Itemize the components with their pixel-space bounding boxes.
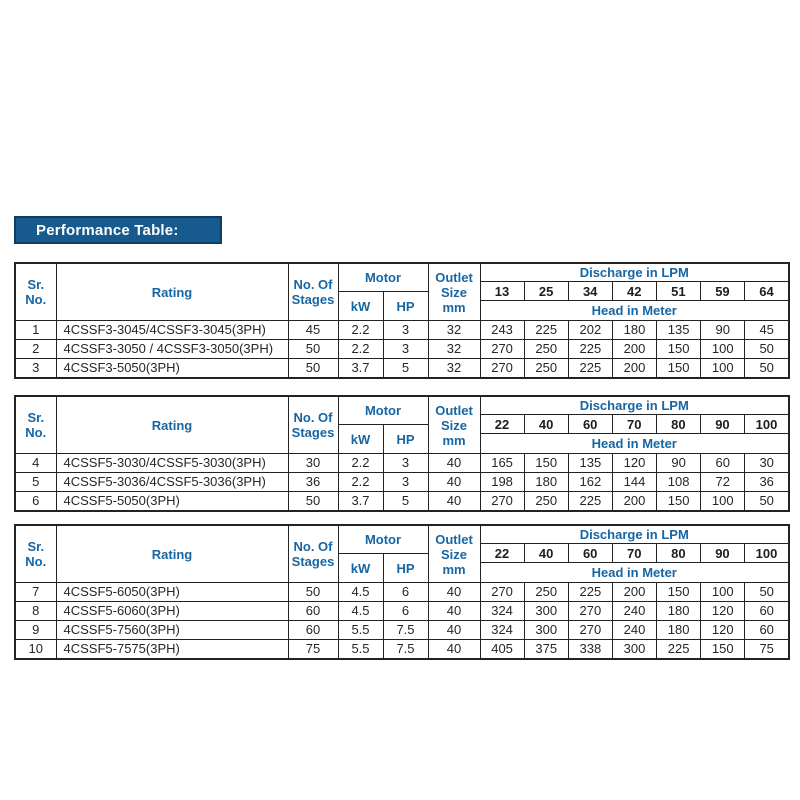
data-cell: 10 <box>15 640 56 660</box>
data-cell: 300 <box>524 621 568 640</box>
rating-cell: 4CSSF5-6050(3PH) <box>56 583 288 602</box>
data-cell: 225 <box>568 492 612 512</box>
discharge-value: 70 <box>612 544 656 562</box>
col-header-sr-no: Sr. No. <box>15 263 56 321</box>
data-cell: 405 <box>480 640 524 660</box>
data-cell: 40 <box>428 492 480 512</box>
data-cell: 72 <box>701 473 745 492</box>
data-cell: 225 <box>568 583 612 602</box>
data-cell: 75 <box>745 640 789 660</box>
data-cell: 150 <box>657 492 701 512</box>
col-header-motor: Motor <box>339 264 428 292</box>
discharge-value: 60 <box>568 415 612 433</box>
data-cell: 200 <box>612 492 656 512</box>
performance-table-3 <box>14 524 790 660</box>
data-cell: 100 <box>701 340 745 359</box>
col-header-stages: No. Of Stages <box>288 263 338 321</box>
data-cell: 165 <box>480 454 524 473</box>
data-cell: 40 <box>428 454 480 473</box>
data-cell: 50 <box>745 359 789 379</box>
data-cell: 150 <box>524 454 568 473</box>
data-cell: 225 <box>524 321 568 340</box>
discharge-value: 22 <box>494 416 510 432</box>
data-cell: 2.2 <box>338 340 383 359</box>
data-cell: 60 <box>745 602 789 621</box>
data-cell: 36 <box>745 473 789 492</box>
col-header-hp: HP <box>396 431 415 447</box>
data-cell: 40 <box>428 640 480 660</box>
data-cell: 60 <box>701 454 745 473</box>
data-cell: 3 <box>383 340 428 359</box>
table-1-body <box>15 321 789 379</box>
col-header-outlet-size: Outlet Size mm <box>428 396 480 454</box>
data-cell: 30 <box>288 454 338 473</box>
data-cell: 225 <box>568 340 612 359</box>
col-header-rating: Rating <box>56 525 288 583</box>
data-cell: 7.5 <box>383 621 428 640</box>
data-cell: 40 <box>428 602 480 621</box>
data-cell: 3 <box>383 454 428 473</box>
data-cell: 243 <box>480 321 524 340</box>
data-cell: 75 <box>288 640 338 660</box>
data-cell: 90 <box>701 321 745 340</box>
col-header-rating: Rating <box>56 396 288 454</box>
rating-cell: 4CSSF3-5050(3PH) <box>56 359 288 379</box>
discharge-value: 59 <box>700 282 744 300</box>
data-cell: 250 <box>524 492 568 512</box>
page-content <box>14 216 790 660</box>
data-cell: 60 <box>745 621 789 640</box>
head-in-meter-label: Head in Meter <box>591 435 677 451</box>
col-header-hp: HP <box>396 298 415 314</box>
data-cell: 250 <box>524 340 568 359</box>
discharge-header-group <box>480 525 789 583</box>
discharge-value: 40 <box>524 544 568 562</box>
col-header-rating: Rating <box>56 263 288 321</box>
data-cell: 100 <box>701 492 745 512</box>
data-cell: 2.2 <box>338 454 383 473</box>
col-header-stages: No. Of Stages <box>288 396 338 454</box>
discharge-value: 42 <box>612 282 656 300</box>
data-cell: 270 <box>480 583 524 602</box>
data-cell: 180 <box>524 473 568 492</box>
data-cell: 135 <box>568 454 612 473</box>
data-cell: 120 <box>701 602 745 621</box>
rating-cell: 4CSSF5-7560(3PH) <box>56 621 288 640</box>
data-cell: 270 <box>480 492 524 512</box>
head-in-meter-label: Head in Meter <box>591 302 677 318</box>
discharge-header-group <box>480 263 789 321</box>
data-cell: 324 <box>480 621 524 640</box>
data-cell: 100 <box>701 583 745 602</box>
performance-table-title-bar <box>14 216 222 244</box>
data-cell: 3.7 <box>338 359 383 379</box>
discharge-value: 80 <box>656 415 700 433</box>
discharge-value: 90 <box>700 544 744 562</box>
table-row <box>15 640 789 660</box>
data-cell: 202 <box>568 321 612 340</box>
data-cell: 2.2 <box>338 321 383 340</box>
data-cell: 270 <box>480 359 524 379</box>
col-header-hp: HP <box>396 560 415 576</box>
data-cell: 2 <box>15 340 56 359</box>
data-cell: 100 <box>701 359 745 379</box>
table-row <box>15 473 789 492</box>
discharge-value: 90 <box>700 415 744 433</box>
table-row <box>15 321 789 340</box>
discharge-value: 80 <box>656 544 700 562</box>
data-cell: 180 <box>657 602 701 621</box>
discharge-value: 60 <box>568 544 612 562</box>
data-cell: 200 <box>612 340 656 359</box>
data-cell: 150 <box>657 359 701 379</box>
data-cell: 50 <box>288 359 338 379</box>
data-cell: 4 <box>15 454 56 473</box>
page-title: Performance Table: <box>36 221 179 239</box>
data-cell: 50 <box>288 583 338 602</box>
data-cell: 9 <box>15 621 56 640</box>
discharge-value: 13 <box>494 283 510 299</box>
data-cell: 36 <box>288 473 338 492</box>
data-cell: 180 <box>612 321 656 340</box>
data-cell: 300 <box>524 602 568 621</box>
header-row <box>15 263 789 321</box>
rating-cell: 4CSSF5-3030/4CSSF5-3030(3PH) <box>56 454 288 473</box>
performance-table-1 <box>14 262 790 379</box>
motor-subheader-row <box>339 554 428 582</box>
header-row <box>15 525 789 583</box>
discharge-values-row <box>481 282 789 301</box>
data-cell: 4.5 <box>338 583 383 602</box>
table-2-body <box>15 454 789 512</box>
data-cell: 32 <box>428 321 480 340</box>
discharge-value: 34 <box>568 282 612 300</box>
rating-cell: 4CSSF5-7575(3PH) <box>56 640 288 660</box>
performance-table-2 <box>14 395 790 512</box>
data-cell: 32 <box>428 340 480 359</box>
col-header-sr-no: Sr. No. <box>15 525 56 583</box>
data-cell: 250 <box>524 583 568 602</box>
data-cell: 40 <box>428 583 480 602</box>
data-cell: 40 <box>428 621 480 640</box>
data-cell: 150 <box>701 640 745 660</box>
discharge-in-lpm-label: Discharge in LPM <box>481 264 789 282</box>
table-row <box>15 359 789 379</box>
discharge-values-row <box>481 544 789 563</box>
data-cell: 198 <box>480 473 524 492</box>
data-cell: 5 <box>383 492 428 512</box>
discharge-value: 70 <box>612 415 656 433</box>
discharge-value: 100 <box>744 544 788 562</box>
data-cell: 60 <box>288 621 338 640</box>
table-row <box>15 454 789 473</box>
discharge-value: 64 <box>744 282 788 300</box>
table-row <box>15 583 789 602</box>
discharge-in-lpm-label: Discharge in LPM <box>481 397 789 415</box>
data-cell: 1 <box>15 321 56 340</box>
data-cell: 50 <box>745 583 789 602</box>
data-cell: 225 <box>657 640 701 660</box>
data-cell: 5 <box>383 359 428 379</box>
data-cell: 3.7 <box>338 492 383 512</box>
data-cell: 30 <box>745 454 789 473</box>
rating-cell: 4CSSF5-3036/4CSSF5-3036(3PH) <box>56 473 288 492</box>
data-cell: 375 <box>524 640 568 660</box>
data-cell: 108 <box>657 473 701 492</box>
col-header-sr-no: Sr. No. <box>15 396 56 454</box>
discharge-header-group <box>480 396 789 454</box>
col-header-outlet-size: Outlet Size mm <box>428 525 480 583</box>
data-cell: 200 <box>612 583 656 602</box>
data-cell: 240 <box>612 621 656 640</box>
motor-subheader-row <box>339 292 428 320</box>
col-header-stages: No. Of Stages <box>288 525 338 583</box>
discharge-in-lpm-label: Discharge in LPM <box>481 526 789 544</box>
data-cell: 180 <box>657 621 701 640</box>
data-cell: 90 <box>657 454 701 473</box>
data-cell: 3 <box>15 359 56 379</box>
data-cell: 50 <box>288 492 338 512</box>
data-cell: 7.5 <box>383 640 428 660</box>
data-cell: 200 <box>612 359 656 379</box>
data-cell: 225 <box>568 359 612 379</box>
table-row <box>15 340 789 359</box>
data-cell: 3 <box>383 473 428 492</box>
table-row <box>15 492 789 512</box>
data-cell: 45 <box>745 321 789 340</box>
data-cell: 270 <box>568 621 612 640</box>
data-cell: 45 <box>288 321 338 340</box>
discharge-value: 51 <box>656 282 700 300</box>
table-3-body <box>15 583 789 660</box>
motor-subheader-row <box>339 425 428 453</box>
data-cell: 50 <box>288 340 338 359</box>
data-cell: 135 <box>657 321 701 340</box>
data-cell: 5.5 <box>338 640 383 660</box>
data-cell: 50 <box>745 340 789 359</box>
data-cell: 270 <box>568 602 612 621</box>
rating-cell: 4CSSF3-3050 / 4CSSF3-3050(3PH) <box>56 340 288 359</box>
col-header-outlet-size: Outlet Size mm <box>428 263 480 321</box>
discharge-value: 40 <box>524 415 568 433</box>
table-row <box>15 621 789 640</box>
data-cell: 324 <box>480 602 524 621</box>
data-cell: 300 <box>612 640 656 660</box>
data-cell: 40 <box>428 473 480 492</box>
data-cell: 162 <box>568 473 612 492</box>
data-cell: 150 <box>657 583 701 602</box>
discharge-value: 22 <box>494 545 510 561</box>
data-cell: 240 <box>612 602 656 621</box>
data-cell: 250 <box>524 359 568 379</box>
col-header-kw: kW <box>339 425 384 453</box>
data-cell: 120 <box>612 454 656 473</box>
data-cell: 7 <box>15 583 56 602</box>
col-header-motor: Motor <box>339 526 428 554</box>
col-header-motor: Motor <box>339 397 428 425</box>
col-header-kw: kW <box>339 554 384 582</box>
data-cell: 5.5 <box>338 621 383 640</box>
discharge-value: 25 <box>524 282 568 300</box>
data-cell: 144 <box>612 473 656 492</box>
data-cell: 150 <box>657 340 701 359</box>
data-cell: 6 <box>15 492 56 512</box>
col-header-motor-group <box>338 263 428 321</box>
header-row <box>15 396 789 454</box>
data-cell: 4.5 <box>338 602 383 621</box>
rating-cell: 4CSSF5-5050(3PH) <box>56 492 288 512</box>
data-cell: 60 <box>288 602 338 621</box>
table-row <box>15 602 789 621</box>
data-cell: 8 <box>15 602 56 621</box>
col-header-motor-group <box>338 396 428 454</box>
data-cell: 2.2 <box>338 473 383 492</box>
rating-cell: 4CSSF3-3045/4CSSF3-3045(3PH) <box>56 321 288 340</box>
discharge-value: 100 <box>744 415 788 433</box>
head-in-meter-label: Head in Meter <box>591 564 677 580</box>
discharge-values-row <box>481 415 789 434</box>
data-cell: 6 <box>383 583 428 602</box>
data-cell: 338 <box>568 640 612 660</box>
col-header-motor-group <box>338 525 428 583</box>
col-header-kw: kW <box>339 292 384 320</box>
data-cell: 6 <box>383 602 428 621</box>
data-cell: 50 <box>745 492 789 512</box>
rating-cell: 4CSSF5-6060(3PH) <box>56 602 288 621</box>
data-cell: 3 <box>383 321 428 340</box>
data-cell: 120 <box>701 621 745 640</box>
data-cell: 5 <box>15 473 56 492</box>
data-cell: 32 <box>428 359 480 379</box>
data-cell: 270 <box>480 340 524 359</box>
